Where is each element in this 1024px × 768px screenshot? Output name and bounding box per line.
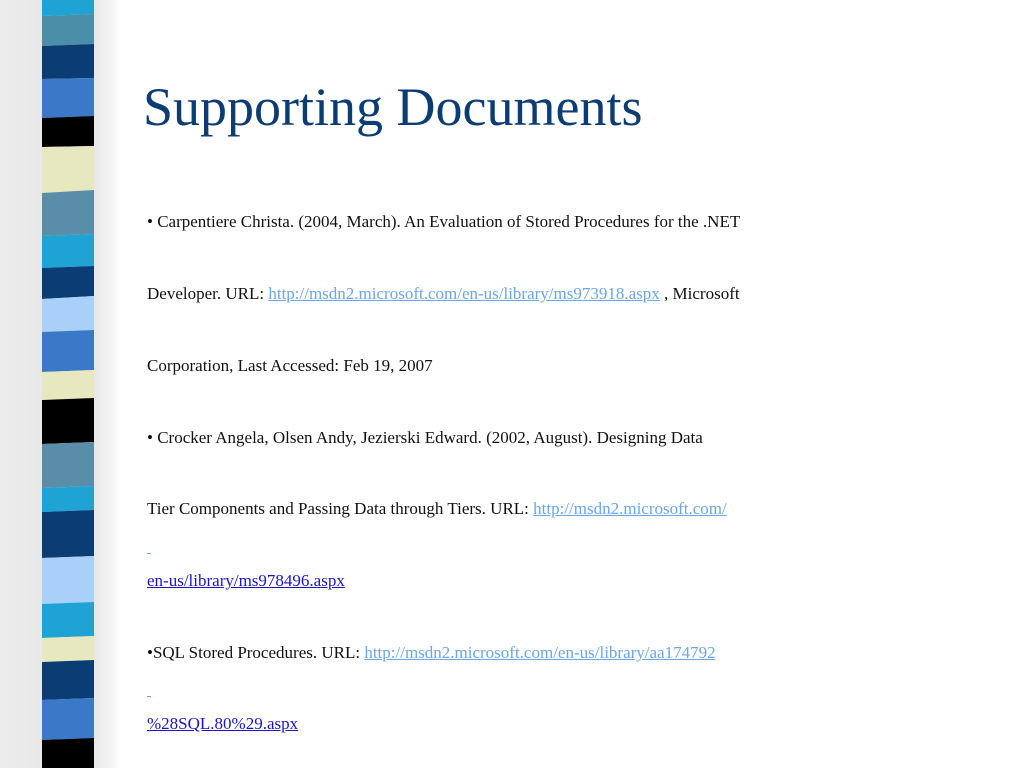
- reference-2-url-label: Tier Components and Passing Data through Tiers. URL:: [147, 499, 534, 518]
- reference-2-link-fragment[interactable]: [147, 553, 151, 554]
- reference-2-url-link-part-1[interactable]: http://msdn2.microsoft.com/: [533, 499, 727, 518]
- reference-1-url-link[interactable]: http://msdn2.microsoft.com/en-us/library/ms973918.aspx: [268, 284, 660, 303]
- decorative-color-bar: [30, 0, 108, 768]
- reference-3-line-2: [147, 714, 298, 734]
- reference-3-line-1: [147, 643, 716, 663]
- reference-3-url-link-part-1[interactable]: http://msdn2.microsoft.com/en-us/library/aa174792: [364, 643, 716, 662]
- reference-3-url-label: •SQL Stored Procedures. URL:: [147, 643, 365, 662]
- reference-1-line-3: Corporation, Last Accessed: Feb 19, 2007: [147, 356, 433, 375]
- slide-title: Supporting Documents: [143, 77, 643, 137]
- reference-2-line-1: • Crocker Angela, Olsen Andy, Jezierski Edward. (2002, August). Designing Data: [147, 428, 703, 447]
- reference-2-url-link-part-2[interactable]: en-us/library/ms978496.aspx: [147, 571, 345, 590]
- reference-2-line-2: [147, 499, 727, 519]
- reference-3-link-fragment[interactable]: [147, 696, 151, 697]
- reference-1-publisher: , Microsoft: [659, 284, 740, 303]
- reference-1-line-1: • Carpentiere Christa. (2004, March). An Evaluation of Stored Procedures for the .NET: [147, 212, 741, 231]
- reference-3-url-link-part-2[interactable]: %28SQL.80%29.aspx: [147, 714, 299, 733]
- reference-2-line-3: [147, 571, 345, 591]
- reference-1-url-label: Developer. URL:: [147, 284, 269, 303]
- reference-1-line-2: [147, 284, 740, 304]
